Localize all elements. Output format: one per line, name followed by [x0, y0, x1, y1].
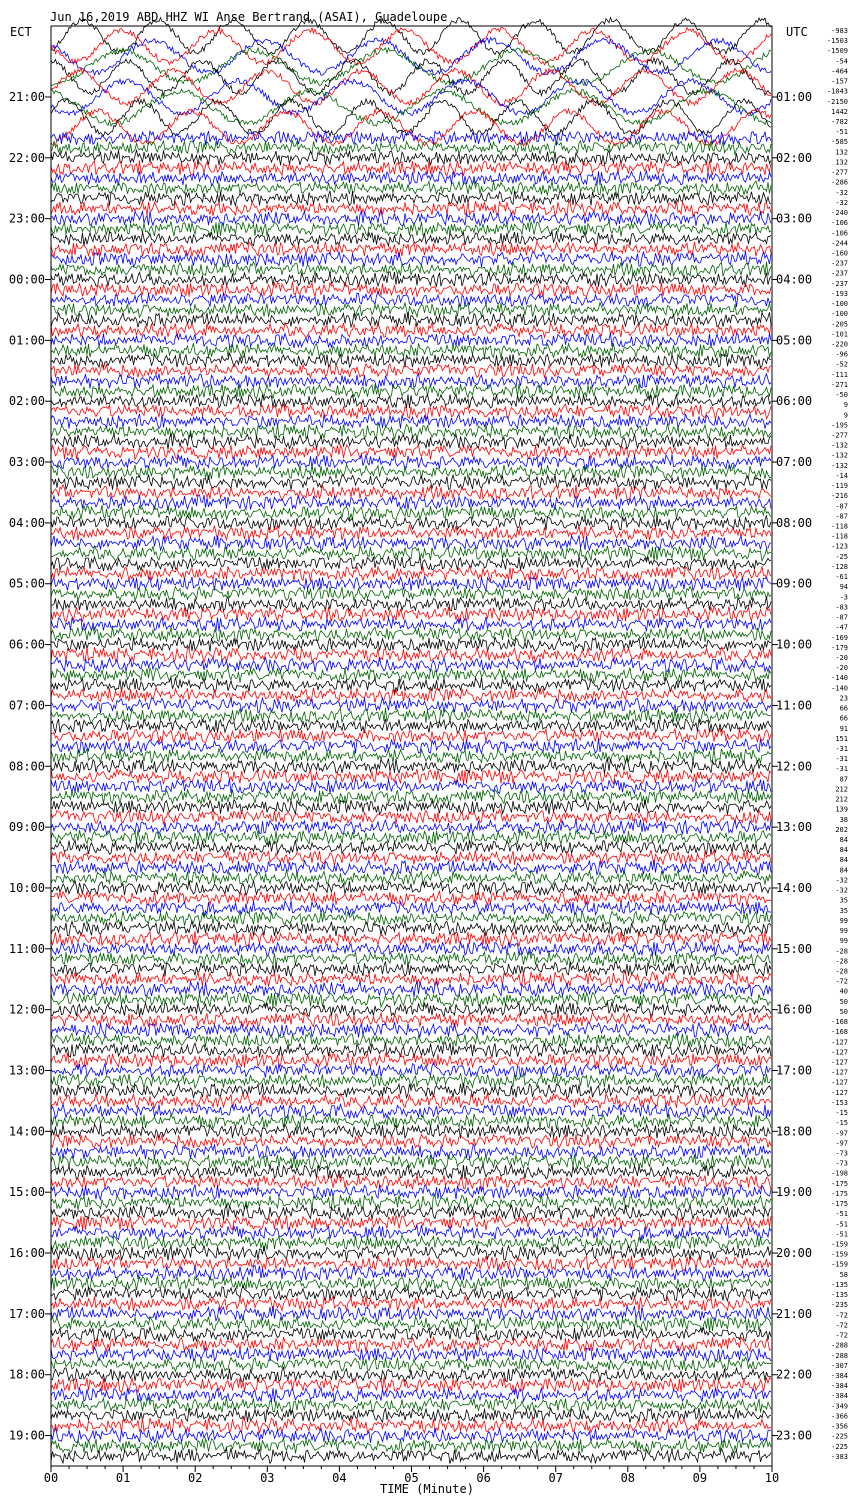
- left-hour-tick-group: [9, 90, 51, 1443]
- trace-offset-label: -87: [835, 502, 848, 511]
- x-tick-label: 09: [692, 1471, 708, 1485]
- seismic-trace: [51, 1428, 771, 1443]
- trace-offset-label: -286: [831, 178, 848, 187]
- seismic-trace: [51, 282, 771, 297]
- x-tick-label: 02: [187, 1471, 203, 1485]
- seismic-trace: [51, 708, 771, 724]
- trace-offset-label: -132: [831, 451, 848, 460]
- seismic-trace: [51, 434, 771, 449]
- trace-offset-label: -52: [835, 360, 848, 369]
- trace-offset-label: -28: [835, 967, 848, 976]
- trace-offset-label: 35: [839, 906, 848, 915]
- trace-offset-label: -225: [831, 1442, 848, 1451]
- trace-offset-label: -132: [831, 461, 848, 470]
- trace-offset-label: -384: [831, 1382, 848, 1391]
- trace-offset-label: -127: [831, 1078, 848, 1087]
- trace-offset-label: 139: [835, 805, 848, 814]
- trace-offset-label: 38: [839, 815, 848, 824]
- trace-offset-label: 87: [839, 775, 848, 784]
- trace-offset-label: -585: [831, 138, 848, 147]
- trace-offset-label: -51: [835, 1220, 848, 1229]
- seismic-trace: [51, 312, 771, 327]
- trace-offset-label: 99: [839, 927, 848, 936]
- trace-offset-label: -135: [831, 1291, 848, 1300]
- trace-offset-label: -96: [835, 350, 848, 359]
- seismic-trace: [51, 1418, 771, 1433]
- right-hour-label: 16:00: [776, 1002, 813, 1017]
- seismic-trace: [51, 1154, 771, 1169]
- trace-offset-label: 84: [839, 846, 848, 855]
- seismic-trace: [51, 131, 771, 146]
- trace-offset-label: -118: [831, 522, 848, 531]
- trace-offset-label: -157: [831, 77, 848, 86]
- seismic-trace: [51, 201, 771, 216]
- right-hour-label: 22:00: [776, 1367, 813, 1382]
- x-tick-label: 06: [476, 1471, 491, 1485]
- seismic-trace: [51, 1296, 771, 1311]
- left-hour-label: 07:00: [8, 698, 45, 713]
- trace-offset-label: -72: [835, 1321, 848, 1330]
- trace-offset-label: -127: [831, 1048, 848, 1057]
- left-hour-label: 17:00: [8, 1306, 45, 1321]
- trace-offset-label: -277: [831, 168, 848, 177]
- x-tick-label: 08: [620, 1471, 636, 1485]
- right-hour-label: 20:00: [776, 1246, 813, 1261]
- trace-offset-label: -127: [831, 1088, 848, 1097]
- trace-offset-label: 84: [839, 866, 848, 875]
- right-hour-label: 21:00: [776, 1306, 813, 1321]
- seismic-trace: [51, 1114, 771, 1129]
- right-hour-label: 19:00: [776, 1185, 813, 1200]
- left-hour-label: 15:00: [8, 1185, 45, 1200]
- trace-offset-label: -193: [831, 289, 848, 298]
- x-tick-label: 01: [115, 1471, 131, 1485]
- trace-offset-label: -127: [831, 1068, 848, 1077]
- trace-offset-label: -225: [831, 1432, 848, 1441]
- seismic-trace: [51, 1185, 771, 1200]
- right-timezone-label: UTC: [786, 25, 808, 39]
- seismic-trace: [51, 1053, 771, 1068]
- seismic-trace: [51, 617, 771, 631]
- seismic-trace: [51, 1347, 771, 1362]
- trace-offset-label: -383: [831, 1452, 848, 1461]
- right-hour-label: 08:00: [776, 515, 813, 530]
- trace-offset-label: -175: [831, 1179, 848, 1188]
- seismic-trace: [51, 668, 771, 683]
- x-tick-label: 07: [548, 1471, 563, 1485]
- trace-offset-label: 50: [839, 997, 848, 1006]
- left-hour-label: 23:00: [8, 211, 45, 226]
- trace-offset-label: -61: [835, 573, 848, 582]
- trace-offset-label: 40: [839, 987, 848, 996]
- trace-offset-label: 212: [835, 785, 848, 794]
- x-tick-label: 03: [260, 1471, 275, 1485]
- left-timezone-label: ECT: [10, 25, 32, 39]
- seismic-trace: [51, 495, 771, 510]
- seismic-trace: [51, 891, 771, 906]
- trace-offset-label: -349: [831, 1402, 848, 1411]
- trace-offset-label: -15: [835, 1109, 848, 1118]
- left-hour-label: 14:00: [8, 1124, 45, 1139]
- trace-offset-label: -25: [835, 552, 848, 561]
- seismic-trace: [51, 1022, 771, 1038]
- left-hour-label: 09:00: [8, 820, 45, 835]
- seismic-trace: [51, 749, 771, 764]
- seismic-trace: [51, 1215, 771, 1230]
- trace-offset-label: -1043: [826, 87, 848, 96]
- seismic-trace: [51, 322, 771, 337]
- trace-offset-label: -119: [831, 482, 848, 491]
- trace-offset-label: -237: [831, 279, 848, 288]
- x-axis-label: TIME (Minute): [380, 1482, 474, 1496]
- trace-offset-label: -153: [831, 1098, 848, 1107]
- seismic-trace: [51, 1256, 771, 1272]
- trace-offset-label: -28: [835, 957, 848, 966]
- seismic-trace: [51, 191, 771, 206]
- trace-offset-label: -140: [831, 674, 848, 683]
- seismic-trace: [51, 698, 771, 714]
- seismic-trace: [51, 251, 771, 267]
- trace-offset-label: -244: [831, 239, 848, 248]
- trace-offset-label: -1509: [826, 47, 848, 56]
- x-tick-label: 05: [404, 1471, 419, 1485]
- trace-offset-label: -73: [835, 1159, 848, 1168]
- trace-offset-label: -271: [831, 380, 848, 389]
- trace-offset-label: -118: [831, 532, 848, 541]
- trace-offset-label: 9: [843, 411, 848, 420]
- x-tick-label: 00: [43, 1471, 59, 1485]
- trace-offset-label: -72: [835, 1331, 848, 1340]
- seismic-trace: [51, 942, 771, 957]
- trace-offset-label: -356: [831, 1422, 848, 1431]
- seismic-trace: [51, 48, 771, 86]
- trace-offset-label: -235: [831, 1301, 848, 1310]
- seismic-trace: [51, 535, 771, 550]
- seismic-trace: [51, 677, 771, 693]
- trace-offset-label: -100: [831, 310, 848, 319]
- trace-offset-label: -72: [835, 1311, 848, 1320]
- trace-group: [51, 17, 771, 1463]
- seismic-trace: [51, 404, 771, 419]
- seismic-trace: [51, 343, 771, 358]
- trace-offset-label: -205: [831, 320, 848, 329]
- left-hour-label: 01:00: [8, 333, 45, 348]
- trace-offset-label: 50: [839, 1007, 848, 1016]
- trace-offset-label: -140: [831, 684, 848, 693]
- right-hour-label: 17:00: [776, 1063, 813, 1078]
- trace-offset-label: -237: [831, 259, 848, 268]
- seismic-trace: [51, 1063, 771, 1078]
- trace-offset-label: -160: [831, 249, 848, 258]
- trace-offset-label: -54: [835, 57, 848, 66]
- trace-offset-label: -288: [831, 1341, 848, 1350]
- seismic-trace: [51, 1134, 771, 1149]
- left-hour-label: 02:00: [8, 394, 45, 409]
- trace-offset-label: -127: [831, 1058, 848, 1067]
- trace-offset-label: -127: [831, 1038, 848, 1047]
- seismic-trace: [51, 819, 771, 834]
- right-hour-label: 15:00: [776, 941, 813, 956]
- trace-offset-label: -179: [831, 643, 848, 652]
- right-hour-label: 06:00: [776, 394, 813, 409]
- trace-offset-label: -159: [831, 1240, 848, 1249]
- seismic-trace: [51, 647, 771, 662]
- left-hour-label: 11:00: [8, 941, 45, 956]
- trace-offset-label: -240: [831, 209, 848, 218]
- chart-title: Jun 16,2019 ABD HHZ WI Anse Bertrand (ASAI), Guadeloupe: [50, 10, 448, 24]
- trace-offset-label: -237: [831, 269, 848, 278]
- trace-offset-label: -159: [831, 1250, 848, 1259]
- seismic-trace: [51, 759, 771, 774]
- trace-offset-label: -87: [835, 613, 848, 622]
- right-hour-label: 02:00: [776, 150, 813, 165]
- right-hour-label: 01:00: [776, 89, 813, 104]
- trace-offset-label: -51: [835, 1230, 848, 1239]
- trace-offset-label: -32: [835, 198, 848, 207]
- trace-offset-label: -366: [831, 1412, 848, 1421]
- seismic-trace: [51, 880, 771, 895]
- right-hour-label: 12:00: [776, 759, 813, 774]
- x-tick-label: 04: [332, 1471, 347, 1485]
- trace-offset-label: -100: [831, 300, 848, 309]
- trace-offset-label: -28: [835, 947, 848, 956]
- trace-offset-label: -464: [831, 67, 848, 76]
- x-tick-label: 10: [764, 1471, 780, 1485]
- trace-offset-label: -169: [831, 633, 848, 642]
- trace-offset-label: -175: [831, 1200, 848, 1209]
- trace-offset-label: 84: [839, 836, 848, 845]
- seismic-trace: [51, 688, 771, 703]
- seismic-trace: [51, 1042, 771, 1057]
- trace-offset-label: -106: [831, 219, 848, 228]
- trace-offset-label: 99: [839, 916, 848, 925]
- seismic-trace: [51, 58, 771, 96]
- trace-offset-label: -15: [835, 1119, 848, 1128]
- right-hour-label: 07:00: [776, 455, 813, 470]
- trace-offset-label: 23: [839, 694, 848, 703]
- trace-offset-label: -101: [831, 330, 848, 339]
- seismic-trace: [51, 1357, 771, 1372]
- trace-offset-label: -31: [835, 765, 848, 774]
- seismic-trace: [51, 1195, 771, 1210]
- seismic-trace: [51, 475, 771, 491]
- left-hour-label: 16:00: [8, 1246, 45, 1261]
- seismic-trace: [51, 577, 771, 592]
- trace-offset-label: -20: [835, 664, 848, 673]
- trace-offset-label: -32: [835, 188, 848, 197]
- trace-offset-label: -168: [831, 1028, 848, 1037]
- left-hour-label: 22:00: [8, 150, 45, 165]
- seismic-trace: [51, 1235, 771, 1251]
- left-hour-label: 19:00: [8, 1428, 45, 1443]
- trace-offset-label: -288: [831, 1351, 848, 1360]
- trace-offset-label: -97: [835, 1129, 848, 1138]
- trace-offset-label: -277: [831, 431, 848, 440]
- left-hour-label: 03:00: [8, 455, 45, 470]
- trace-offset-label: -31: [835, 755, 848, 764]
- trace-offset-label: 212: [835, 795, 848, 804]
- left-hour-label: 13:00: [8, 1063, 45, 1078]
- trace-offset-label: -32: [835, 886, 848, 895]
- right-hour-label: 05:00: [776, 333, 813, 348]
- seismic-trace: [51, 374, 771, 389]
- seismic-trace: [51, 1266, 771, 1281]
- trace-offset-label: -20: [835, 653, 848, 662]
- right-hour-label: 11:00: [776, 698, 813, 713]
- trace-offset-label: -216: [831, 492, 848, 501]
- left-hour-label: 06:00: [8, 637, 45, 652]
- right-hour-label: 18:00: [776, 1124, 813, 1139]
- trace-offset-label: -72: [835, 977, 848, 986]
- trace-offset-label: -73: [835, 1149, 848, 1158]
- seismic-trace: [51, 1002, 771, 1017]
- trace-offset-label: 9: [843, 401, 848, 410]
- left-hour-label: 10:00: [8, 880, 45, 895]
- trace-offset-label: 151: [835, 734, 848, 743]
- trace-offset-label: -3: [839, 593, 848, 602]
- trace-offset-label: 99: [839, 937, 848, 946]
- right-hour-label: 13:00: [776, 820, 813, 835]
- trace-offset-label: 35: [839, 896, 848, 905]
- seismic-trace: [51, 454, 771, 470]
- trace-offset-label: -983: [831, 27, 848, 35]
- left-hour-label: 00:00: [8, 272, 45, 287]
- trace-offset-label: 1442: [831, 107, 848, 116]
- right-hour-label: 10:00: [776, 637, 813, 652]
- trace-offset-label: 66: [839, 714, 848, 723]
- seismic-trace: [51, 150, 771, 165]
- seismic-trace: [51, 1378, 771, 1393]
- trace-offset-label: 84: [839, 856, 848, 865]
- trace-offset-label: -106: [831, 229, 848, 238]
- trace-offset-group: [827, 27, 848, 1461]
- seismic-trace: [51, 809, 771, 825]
- trace-offset-label: -384: [831, 1392, 848, 1401]
- right-hour-label: 09:00: [776, 576, 813, 591]
- seismic-trace: [51, 464, 771, 480]
- right-hour-label: 23:00: [776, 1428, 813, 1443]
- trace-offset-label: 132: [835, 148, 848, 157]
- trace-offset-label: -14: [835, 471, 848, 480]
- trace-offset-label: 66: [839, 704, 848, 713]
- trace-offset-label: -32: [835, 876, 848, 885]
- right-hour-label: 04:00: [776, 272, 813, 287]
- seismic-trace: [51, 27, 771, 65]
- seismic-trace: [51, 88, 771, 126]
- trace-offset-label: -87: [835, 512, 848, 521]
- trace-offset-label: -50: [835, 391, 848, 400]
- left-hour-label: 18:00: [8, 1367, 45, 1382]
- seismic-trace: [51, 637, 771, 652]
- left-hour-label: 04:00: [8, 515, 45, 530]
- seismic-trace: [51, 1144, 771, 1159]
- trace-offset-label: -97: [835, 1139, 848, 1148]
- seismic-trace: [51, 78, 771, 116]
- trace-offset-label: -51: [835, 1210, 848, 1219]
- right-hour-tick-group: [772, 90, 812, 1443]
- trace-offset-label: -159: [831, 1260, 848, 1269]
- seismic-trace: [51, 1012, 771, 1028]
- seismic-trace: [51, 1124, 771, 1139]
- trace-offset-label: -307: [831, 1361, 848, 1370]
- trace-offset-label: -132: [831, 441, 848, 450]
- seismic-trace: [51, 921, 771, 936]
- trace-offset-label: -195: [831, 421, 848, 430]
- trace-offset-label: 132: [835, 158, 848, 167]
- left-hour-label: 05:00: [8, 576, 45, 591]
- trace-offset-label: -220: [831, 340, 848, 349]
- trace-offset-label: 94: [839, 583, 848, 592]
- trace-offset-label: -83: [835, 603, 848, 612]
- trace-offset-label: 58: [839, 1270, 848, 1279]
- trace-offset-label: -135: [831, 1280, 848, 1289]
- seismic-trace: [51, 952, 771, 967]
- trace-offset-label: -384: [831, 1371, 848, 1380]
- trace-offset-label: -198: [831, 1169, 848, 1178]
- trace-offset-label: -123: [831, 542, 848, 551]
- left-hour-label: 12:00: [8, 1002, 45, 1017]
- trace-offset-label: -31: [835, 745, 848, 753]
- seismic-trace: [51, 1276, 771, 1291]
- trace-offset-label: -1503: [826, 37, 848, 46]
- seismic-trace: [51, 962, 771, 977]
- trace-offset-label: -175: [831, 1189, 848, 1198]
- trace-offset-label: -128: [831, 562, 848, 571]
- trace-offset-label: 202: [835, 825, 848, 834]
- left-hour-label: 21:00: [8, 89, 45, 104]
- seismic-trace: [51, 1316, 771, 1332]
- trace-offset-label: -47: [835, 623, 848, 632]
- trace-offset-label: -51: [835, 128, 848, 137]
- x-tick-group: [44, 1466, 779, 1485]
- seismic-trace: [51, 141, 771, 156]
- right-hour-label: 14:00: [776, 880, 813, 895]
- trace-offset-label: -782: [831, 118, 848, 127]
- seismic-trace: [51, 1175, 771, 1190]
- trace-offset-label: -2150: [826, 97, 848, 106]
- trace-offset-label: -111: [831, 370, 848, 379]
- left-hour-label: 08:00: [8, 759, 45, 774]
- trace-offset-label: -168: [831, 1018, 848, 1027]
- seismic-trace: [51, 850, 771, 865]
- trace-offset-label: 91: [839, 724, 848, 733]
- seismic-trace: [51, 1032, 771, 1048]
- right-hour-label: 03:00: [776, 211, 813, 226]
